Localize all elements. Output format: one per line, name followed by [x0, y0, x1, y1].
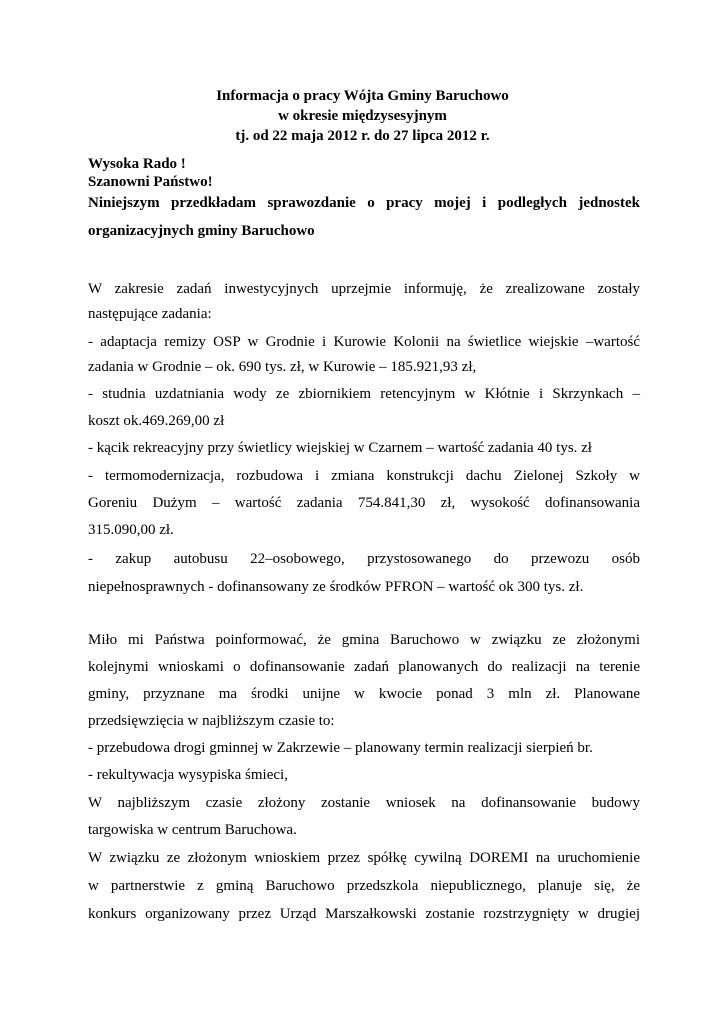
intro-line-2: organizacyjnych gminy Baruchowo — [88, 223, 315, 239]
section2-line: Miło mi Państwa poinformować, że gmina Baruchowo w związku ze złożonymi — [88, 632, 640, 648]
section1-line: - termomodernizacja, rozbudowa i zmiana konstrukcji dachu Zielonej Szkoły w — [88, 468, 640, 484]
section1-line: - studnia uzdatniania wody ze zbiornikiem retencyjnym w Kłótnie i Skrzynkach – — [88, 386, 640, 402]
section1-line: 315.090,00 zł. — [88, 522, 174, 538]
section2-line: - rekultywacja wysypiska śmieci, — [88, 767, 288, 783]
section1-line: niepełnosprawnych - dofinansowany ze środków PFRON – wartość ok 300 tys. zł. — [88, 579, 584, 595]
section1-line: zadania w Grodnie – ok. 690 tys. zł, w Kurowie – 185.921,93 zł, — [88, 359, 477, 375]
document-title: Informacja o pracy Wójta Gminy Baruchowo — [216, 88, 509, 104]
section2-line: W najbliższym czasie złożony zostanie wniosek na dofinansowanie budowy — [88, 795, 640, 811]
section1-line: - kącik rekreacyjny przy świetlicy wiejskiej w Czarnem – wartość zadania 40 tys. zł — [88, 440, 592, 456]
section2-line: W związku ze złożonym wnioskiem przez spółkę cywilną DOREMI na uruchomienie — [88, 850, 640, 866]
section2-line: przedsięwzięcia w najbliższym czasie to: — [88, 713, 335, 729]
intro-line-1: Niniejszym przedkładam sprawozdanie o pracy mojej i podległych jednostek — [88, 195, 640, 211]
greeting-line-2: Szanowni Państwo! — [88, 174, 213, 190]
section2-line: - przebudowa drogi gminnej w Zakrzewie – planowany termin realizacji sierpień br. — [88, 740, 593, 756]
section2-line: w partnerstwie z gminą Baruchowo przedszkola niepublicznego, planuje się, że — [88, 878, 640, 894]
section2-line: kolejnymi wnioskami o dofinansowanie zadań planowanych do realizacji na terenie — [88, 659, 640, 675]
document-subtitle: w okresie międzysesyjnym — [278, 108, 447, 124]
section1-line: - zakup autobusu 22–osobowego, przystosowanego do przewozu osób — [88, 551, 640, 567]
section1-line: następujące zadania: — [88, 306, 212, 322]
section1-line: Goreniu Dużym – wartość zadania 754.841,30 zł, wysokość dofinansowania — [88, 495, 640, 511]
section1-line: - adaptacja remizy OSP w Grodnie i Kurowie Kolonii na świetlice wiejskie –wartość — [88, 334, 640, 350]
section2-line: konkurs organizowany przez Urząd Marszałkowski zostanie rozstrzygnięty w drugiej — [88, 906, 640, 922]
section2-line: targowiska w centrum Baruchowa. — [88, 822, 297, 838]
greeting-line-1: Wysoka Rado ! — [88, 156, 186, 172]
section2-line: gminy, przyznane ma środki unijne w kwocie ponad 3 mln zł. Planowane — [88, 686, 640, 702]
document-date-range: tj. od 22 maja 2012 r. do 27 lipca 2012 r. — [235, 128, 490, 144]
section1-line: koszt ok.469.269,00 zł — [88, 413, 225, 429]
section1-line: W zakresie zadań inwestycyjnych uprzejmie informuję, że zrealizowane zostały — [88, 281, 640, 297]
